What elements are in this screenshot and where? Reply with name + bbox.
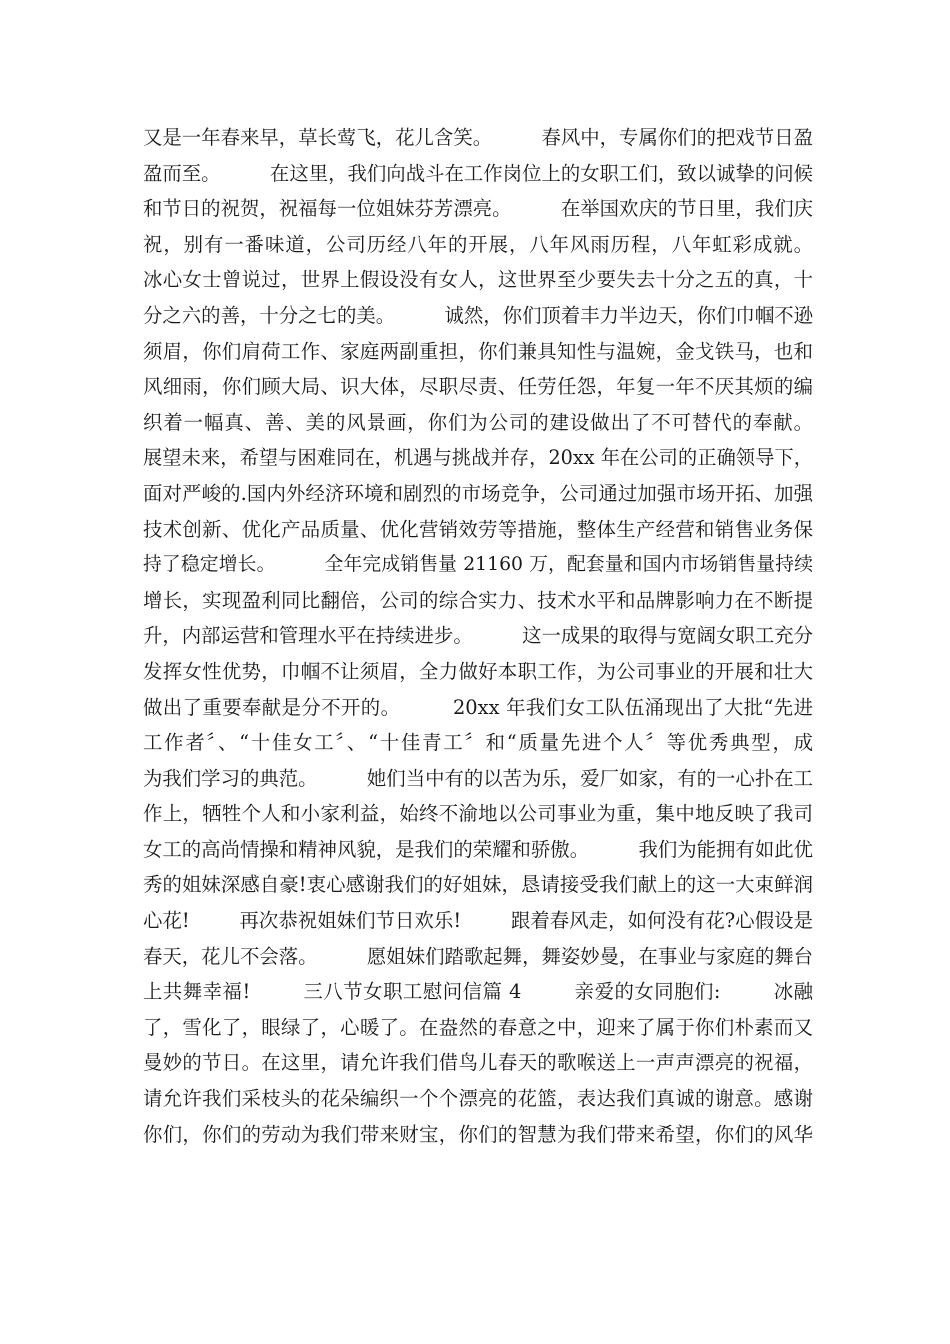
text-line: 工作者〞、“十佳女工〞、“十佳青工〞和“质量先进个人〞等优秀典型，成: [143, 731, 813, 755]
text-line: 又是一年春来早，草长莺飞，花儿含笑。 春风中，专属你们的把戏节日盈: [143, 126, 813, 149]
text-line: 发挥女性优势，巾帼不让须眉，全力做好本职工作，为公司事业的开展和壮大: [143, 659, 813, 683]
text-line: 盈而至。 在这里，我们向战斗在工作岗位上的女职工们，致以诚挚的问候: [143, 161, 813, 185]
text-line: 心花! 再次恭祝姐妹们节日欢乐! 跟着春风走，如何没有花?心假设是: [143, 909, 813, 933]
text-line: 春天，花儿不会落。 愿姐妹们踏歌起舞，舞姿妙曼，在事业与家庭的舞台: [143, 944, 813, 968]
text-line: 须眉，你们肩荷工作、家庭两副重担，你们兼具知性与温婉，金戈铁马，也和: [143, 339, 813, 363]
text-line: 请允许我们采枝头的花朵编织一个个漂亮的花篮，表达我们真诚的谢意。感谢: [143, 1087, 813, 1111]
text-line: 做出了重要奉献是分不开的。 20xx 年我们女工队伍涌现出了大批“先进: [143, 695, 813, 719]
text-line: 上共舞幸福! 三八节女职工慰问信篇 4 亲爱的女同胞们: 冰融: [143, 980, 813, 1004]
text-line: 持了稳定增长。 全年完成销售量 21160 万，配套量和国内市场销售量持续: [143, 554, 813, 576]
text-line: 为我们学习的典范。 她们当中有的以苦为乐，爱厂如家，有的一心扑在工: [143, 766, 813, 790]
text-line: 曼妙的节日。在这里，请允许我们借鸟儿春天的歌喉送上一声声漂亮的祝福，: [143, 1051, 813, 1075]
letter-body: [143, 120, 813, 1152]
text-line: 女工的高尚情操和精神风貌，是我们的荣耀和骄傲。 我们为能拥有如此优: [143, 837, 813, 861]
text-line: 升，内部运营和管理水平在持续进步。 这一成果的取得与宽阔女职工充分: [143, 624, 813, 648]
text-line: 祝，别有一番味道，公司历经八年的开展，八年风雨历程，八年虹彩成就。: [143, 232, 813, 256]
text-line: 面对严峻的.国内外经济环境和剧烈的市场竞争，公司通过加强市场开拓、加强: [143, 481, 813, 505]
text-line: 织着一幅真、善、美的风景画，你们为公司的建设做出了不可替代的奉献。: [143, 410, 813, 434]
text-line: 你们，你们的劳动为我们带来财宝，你们的智慧为我们带来希望，你们的风华: [143, 1122, 813, 1146]
text-line: 分之六的善，十分之七的美。 诚然，你们顶着丰力半边天，你们巾帼不逊: [143, 303, 813, 327]
text-line: 秀的姐妹深感自豪!衷心感谢我们的好姐妹，恳请接受我们献上的这一大束鲜润: [143, 873, 813, 897]
text-line: 风细雨，你们顾大局、识大体，尽职尽责、任劳任怨，年复一年不厌其烦的编: [143, 375, 813, 399]
text-line: 作上，牺牲个人和小家利益，始终不渝地以公司事业为重，集中地反映了我司: [143, 802, 813, 826]
text-line: 技术创新、优化产品质量、优化营销效劳等措施，整体生产经营和销售业务保: [143, 517, 813, 541]
text-line: 和节日的祝贺，祝福每一位姐妹芬芳漂亮。 在举国欢庆的节日里，我们庆: [143, 197, 813, 221]
text-line: 了，雪化了，眼绿了，心暖了。在盎然的春意之中，迎来了属于你们朴素而又: [143, 1015, 813, 1039]
text-line: 冰心女士曾说过，世界上假设没有女人，这世界至少要失去十分之五的真，十: [143, 268, 813, 292]
text-line: 增长，实现盈利同比翻倍，公司的综合实力、技术水平和品牌影响力在不断提: [143, 588, 813, 612]
text-line: 展望未来，希望与困难同在，机遇与挑战并存，20xx 年在公司的正确领导下，: [143, 446, 813, 470]
